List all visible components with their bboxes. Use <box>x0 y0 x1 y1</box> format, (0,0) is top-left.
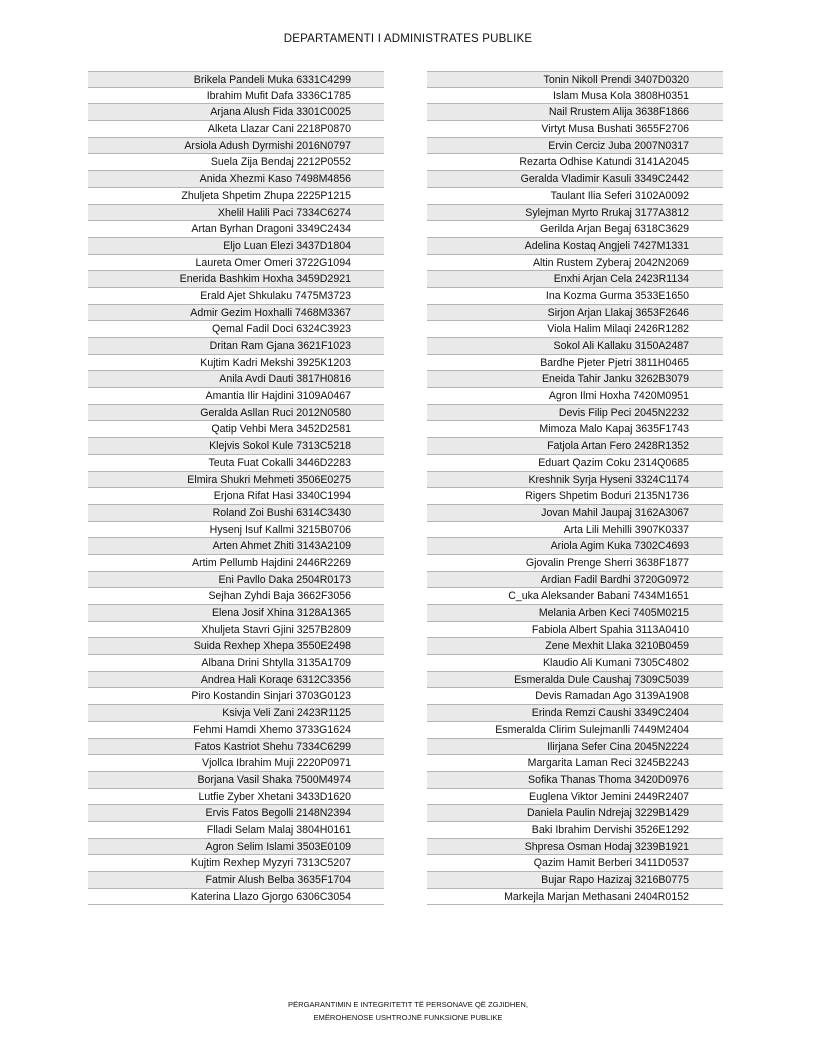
list-item: Margarita Laman Reci 3245B2243 <box>427 755 723 772</box>
page-footer <box>0 999 816 1024</box>
list-item: Ilirjana Sefer Cina 2045N2224 <box>427 739 723 756</box>
list-item: Fatos Kastriot Shehu 7334C6299 <box>88 739 384 756</box>
list-item: Ervin Cerciz Juba 2007N0317 <box>427 138 723 155</box>
list-item: Erald Ajet Shkulaku 7475M3723 <box>88 288 384 305</box>
list-item: Taulant Ilia Seferi 3102A0092 <box>427 188 723 205</box>
footer-line-1: PËRGARANTIMIN E INTEGRITETIT TË PERSONAVE QË ZGJIDHEN, <box>287 1000 529 1009</box>
list-item: Eneida Tahir Janku 3262B3079 <box>427 371 723 388</box>
list-item: Enxhi Arjan Cela 2423R1134 <box>427 271 723 288</box>
list-item: Qemal Fadil Doci 6324C3923 <box>88 321 384 338</box>
list-item: Zene Mexhit Llaka 3210B0459 <box>427 638 723 655</box>
list-item: Ibrahim Mufit Dafa 3336C1785 <box>88 88 384 105</box>
list-item: Artim Pellumb Hajdini 2446R2269 <box>88 555 384 572</box>
list-item: Arsiola Adush Dyrmishi 2016N0797 <box>88 138 384 155</box>
list-item: Ariola Agim Kuka 7302C4693 <box>427 538 723 555</box>
list-item: Qatip Vehbi Mera 3452D2581 <box>88 421 384 438</box>
list-item: Geralda Asllan Ruci 2012N0580 <box>88 405 384 422</box>
list-item: Laureta Omer Omeri 3722G1094 <box>88 255 384 272</box>
list-item: Roland Zoi Bushi 6314C3430 <box>88 505 384 522</box>
list-item: Baki Ibrahim Dervishi 3526E1292 <box>427 822 723 839</box>
list-item: Lutfie Zyber Xhetani 3433D1620 <box>88 789 384 806</box>
list-item: Fatjola Artan Fero 2428R1352 <box>427 438 723 455</box>
list-item: Vjollca Ibrahim Muji 2220P0971 <box>88 755 384 772</box>
page-title: DEPARTAMENTI I ADMINISTRATES PUBLIKE <box>283 33 533 45</box>
list-item: Bardhe Pjeter Pjetri 3811H0465 <box>427 355 723 372</box>
list-item: Mimoza Malo Kapaj 3635F1743 <box>427 421 723 438</box>
list-item: Klaudio Ali Kumani 7305C4802 <box>427 655 723 672</box>
list-item: Rigers Shpetim Boduri 2135N1736 <box>427 488 723 505</box>
list-item: Piro Kostandin Sinjari 3703G0123 <box>88 688 384 705</box>
list-item: Ina Kozma Gurma 3533E1650 <box>427 288 723 305</box>
list-item: Artan Byrhan Dragoni 3349C2434 <box>88 221 384 238</box>
list-item: Ksivja Veli Zani 2423R1125 <box>88 705 384 722</box>
list-item: Gjovalin Prenge Sherri 3638F1877 <box>427 555 723 572</box>
list-item: Rezarta Odhise Katundi 3141A2045 <box>427 154 723 171</box>
list-item: Eduart Qazim Coku 2314Q0685 <box>427 455 723 472</box>
list-item: Enerida Bashkim Hoxha 3459D2921 <box>88 271 384 288</box>
list-item: Teuta Fuat Cokalli 3446D2283 <box>88 455 384 472</box>
list-item: Fehmi Hamdi Xhemo 3733G1624 <box>88 722 384 739</box>
list-item: Albana Drini Shtylla 3135A1709 <box>88 655 384 672</box>
list-item: C_uka Aleksander Babani 7434M1651 <box>427 588 723 605</box>
list-item: Katerina Llazo Gjorgo 6306C3054 <box>88 889 384 906</box>
list-item: Eni Pavllo Daka 2504R0173 <box>88 572 384 589</box>
list-item: Sokol Ali Kallaku 3150A2487 <box>427 338 723 355</box>
list-item: Sirjon Arjan Llakaj 3653F2646 <box>427 305 723 322</box>
list-item: Kreshnik Syrja Hyseni 3324C1174 <box>427 472 723 489</box>
list-item: Flladi Selam Malaj 3804H0161 <box>88 822 384 839</box>
right-name-column <box>427 71 723 905</box>
list-item: Altin Rustem Zyberaj 2042N2069 <box>427 255 723 272</box>
list-item: Esmeralda Dule Caushaj 7309C5039 <box>427 672 723 689</box>
footer-line-2: EMËROHENOSE USHTROJNË FUNKSIONE PUBLIKE <box>313 1012 503 1022</box>
list-item: Xhuljeta Stavri Gjini 3257B2809 <box>88 622 384 639</box>
list-item: Klejvis Sokol Kule 7313C5218 <box>88 438 384 455</box>
list-item: Borjana Vasil Shaka 7500M4974 <box>88 772 384 789</box>
list-item: Fatmir Alush Belba 3635F1704 <box>88 872 384 889</box>
list-item: Qazim Hamit Berberi 3411D0537 <box>427 855 723 872</box>
list-item: Ervis Fatos Begolli 2148N2394 <box>88 805 384 822</box>
list-item: Euglena Viktor Jemini 2449R2407 <box>427 789 723 806</box>
list-item: Arta Lili Mehilli 3907K0337 <box>427 522 723 539</box>
list-item: Admir Gezim Hoxhalli 7468M3367 <box>88 305 384 322</box>
list-item: Islam Musa Kola 3808H0351 <box>427 88 723 105</box>
list-item: Arten Ahmet Zhiti 3143A2109 <box>88 538 384 555</box>
list-item: Markejla Marjan Methasani 2404R0152 <box>427 889 723 906</box>
list-item: Erjona Rifat Hasi 3340C1994 <box>88 488 384 505</box>
list-item: Alketa Llazar Cani 2218P0870 <box>88 121 384 138</box>
list-item: Shpresa Osman Hodaj 3239B1921 <box>427 839 723 856</box>
left-name-column <box>88 71 384 905</box>
list-item: Devis Ramadan Ago 3139A1908 <box>427 688 723 705</box>
list-item: Suela Zija Bendaj 2212P0552 <box>88 154 384 171</box>
list-item: Fabiola Albert Spahia 3113A0410 <box>427 622 723 639</box>
list-item: Geralda Vladimir Kasuli 3349C2442 <box>427 171 723 188</box>
list-item: Daniela Paulin Ndrejaj 3229B1429 <box>427 805 723 822</box>
list-item: Adelina Kostaq Angjeli 7427M1331 <box>427 238 723 255</box>
list-item: Brikela Pandeli Muka 6331C4299 <box>88 71 384 88</box>
list-item: Tonin Nikoll Prendi 3407D0320 <box>427 71 723 88</box>
list-item: Zhuljeta Shpetim Zhupa 2225P1215 <box>88 188 384 205</box>
list-item: Kujtim Kadri Mekshi 3925K1203 <box>88 355 384 372</box>
list-item: Eljo Luan Elezi 3437D1804 <box>88 238 384 255</box>
list-item: Devis Filip Peci 2045N2232 <box>427 405 723 422</box>
list-item: Anila Avdi Dauti 3817H0816 <box>88 371 384 388</box>
list-item: Sejhan Zyhdi Baja 3662F3056 <box>88 588 384 605</box>
list-item: Ardian Fadil Bardhi 3720G0972 <box>427 572 723 589</box>
list-item: Melania Arben Keci 7405M0215 <box>427 605 723 622</box>
list-item: Bujar Rapo Hazizaj 3216B0775 <box>427 872 723 889</box>
list-item: Anida Xhezmi Kaso 7498M4856 <box>88 171 384 188</box>
list-item: Agron Selim Islami 3503E0109 <box>88 839 384 856</box>
list-item: Sylejman Myrto Rrukaj 3177A3812 <box>427 205 723 222</box>
list-item: Viola Halim Milaqi 2426R1282 <box>427 321 723 338</box>
list-item: Kujtim Rexhep Myzyri 7313C5207 <box>88 855 384 872</box>
list-item: Suida Rexhep Xhepa 3550E2498 <box>88 638 384 655</box>
list-item: Amantia Ilir Hajdini 3109A0467 <box>88 388 384 405</box>
list-item: Gerilda Arjan Begaj 6318C3629 <box>427 221 723 238</box>
list-item: Elena Josif Xhina 3128A1365 <box>88 605 384 622</box>
list-item: Sofika Thanas Thoma 3420D0976 <box>427 772 723 789</box>
list-item: Agron Ilmi Hoxha 7420M0951 <box>427 388 723 405</box>
list-item: Nail Rrustem Alija 3638F1866 <box>427 104 723 121</box>
list-item: Virtyt Musa Bushati 3655F2706 <box>427 121 723 138</box>
list-item: Dritan Ram Gjana 3621F1023 <box>88 338 384 355</box>
list-item: Esmeralda Clirim Sulejmanlli 7449M2404 <box>427 722 723 739</box>
list-item: Xhelil Halili Paci 7334C6274 <box>88 205 384 222</box>
list-item: Elmira Shukri Mehmeti 3506E0275 <box>88 472 384 489</box>
list-item: Jovan Mahil Jaupaj 3162A3067 <box>427 505 723 522</box>
list-item: Erinda Remzi Caushi 3349C2404 <box>427 705 723 722</box>
list-item: Arjana Alush Fida 3301C0025 <box>88 104 384 121</box>
list-item: Andrea Hali Koraqe 6312C3356 <box>88 672 384 689</box>
list-item: Hysenj Isuf Kallmi 3215B0706 <box>88 522 384 539</box>
